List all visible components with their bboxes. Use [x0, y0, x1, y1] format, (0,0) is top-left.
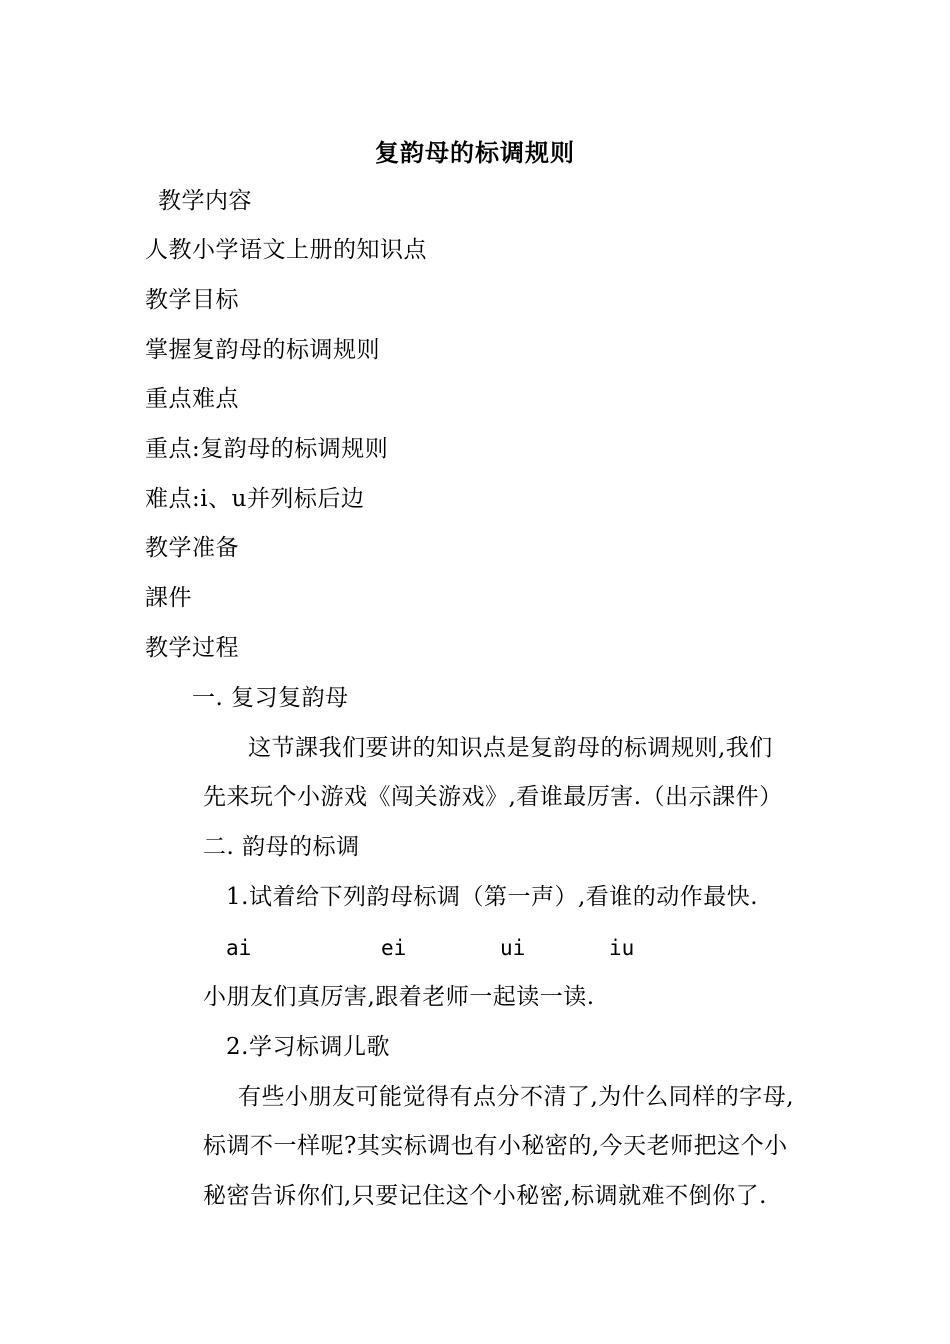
text-difficult-point: 难点:i、u并列标后边 — [145, 486, 365, 512]
pinyin-item: ai — [226, 936, 252, 960]
document-title: 复韵母的标调规则 — [375, 138, 575, 167]
pinyin-item: ei — [381, 936, 407, 960]
exercise-two: 2.学习标调儿歌 — [226, 1034, 390, 1060]
section-one-heading: 一. 复习复韵母 — [192, 685, 349, 711]
text-teaching-content: 人教小学语文上册的知识点 — [145, 237, 427, 263]
text-teaching-goal: 掌握复韵母的标调规则 — [145, 337, 380, 363]
heading-key-points: 重点难点 — [145, 386, 239, 412]
heading-teaching-goal: 教学目标 — [145, 287, 239, 313]
paragraph-line: 小朋友们真厉害,跟着老师一起读一读. — [203, 984, 595, 1010]
paragraph-line: 标调不一样呢?其实标调也有小秘密的,今天老师把这个小 — [203, 1133, 788, 1159]
section-two-heading: 二. 韵母的标调 — [203, 834, 360, 860]
text-preparation: 課件 — [145, 585, 192, 611]
paragraph-line: 先来玩个小游戏《闯关游戏》,看谁最厉害.（出示課件） — [203, 784, 783, 810]
pinyin-item: ui — [500, 936, 526, 960]
paragraph-line: 有些小朋友可能觉得有点分不清了,为什么同样的字母, — [238, 1084, 795, 1110]
heading-teaching-content: 教学内容 — [158, 188, 252, 214]
text-key-point: 重点:复韵母的标调规则 — [145, 436, 389, 462]
paragraph-line: 这节課我们要讲的知识点是复韵母的标调规则,我们 — [248, 735, 773, 761]
exercise-one: 1.试着给下列韵母标调（第一声）,看谁的动作最快. — [226, 884, 759, 910]
paragraph-line: 秘密告诉你们,只要记住这个小秘密,标调就难不倒你了. — [203, 1183, 767, 1209]
pinyin-item: iu — [609, 936, 635, 960]
heading-teaching-process: 教学过程 — [145, 635, 239, 661]
heading-preparation: 教学准备 — [145, 535, 239, 561]
